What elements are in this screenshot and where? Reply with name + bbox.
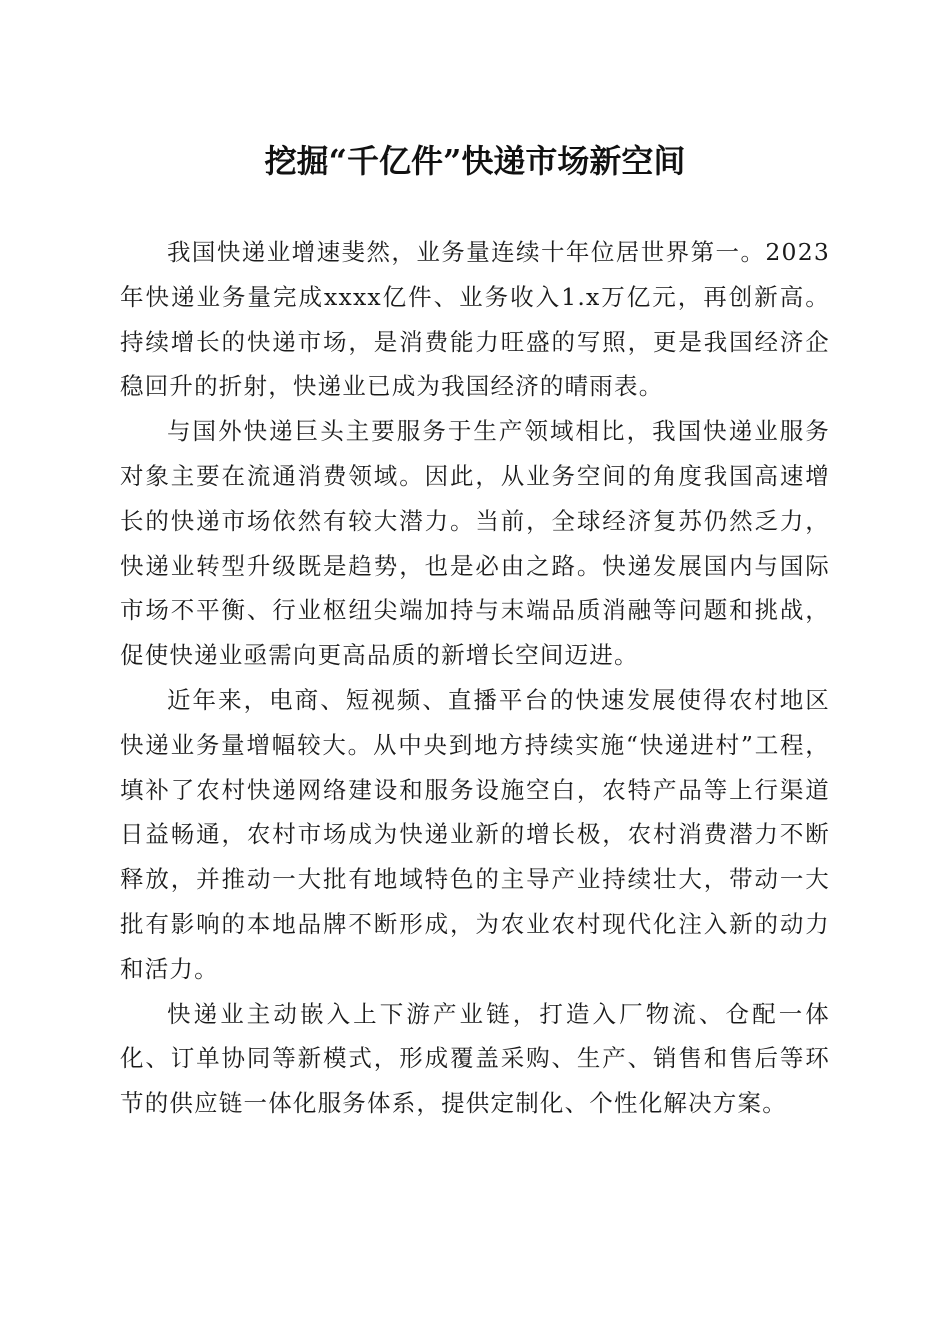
paragraph: 快递业主动嵌入上下游产业链，打造入厂物流、仓配一体化、订单协同等新模式，形成覆盖采购、生产、销售和售后等环节的供应链一体化服务体系，提供定制化、个性化解决方案。 (120, 999, 830, 1118)
paragraph: 我国快递业增速斐然，业务量连续十年位居世界第一。2023年快递业务量完成xxxx亿件、业务收入1.x万亿元，再创新高。持续增长的快递市场，是消费能力旺盛的写照，更是我国经济企稳回升的折射，快递业已成为我国经济的晴雨表。 (120, 238, 830, 401)
paragraph: 近年来，电商、短视频、直播平台的快速发展使得农村地区快递业务量增幅较大。从中央到地方持续实施“快递进村”工程，填补了农村快递网络建设和服务设施空白，农特产品等上行渠道日益畅通，农村市场成为快递业新的增长极，农村消费潜力不断释放，并推动一大批有地域特色的主导产业持续壮大，带动一大批有影响的本地品牌不断形成，为农业农村现代化注入新的动力和活力。 (120, 685, 830, 983)
document-title: 挖掘“千亿件”快递市场新空间 (264, 142, 686, 180)
document-body (120, 230, 830, 1126)
paragraph: 与国外快递巨头主要服务于生产领域相比，我国快递业服务对象主要在流通消费领域。因此，从业务空间的角度我国高速增长的快递市场依然有较大潜力。当前，全球经济复苏仍然乏力，快递业转型升级既是趋势，也是必由之路。快递发展国内与国际市场不平衡、行业枢纽尖端加持与末端品质消融等问题和挑战，促使快递业亟需向更高品质的新增长空间迈进。 (120, 417, 830, 670)
